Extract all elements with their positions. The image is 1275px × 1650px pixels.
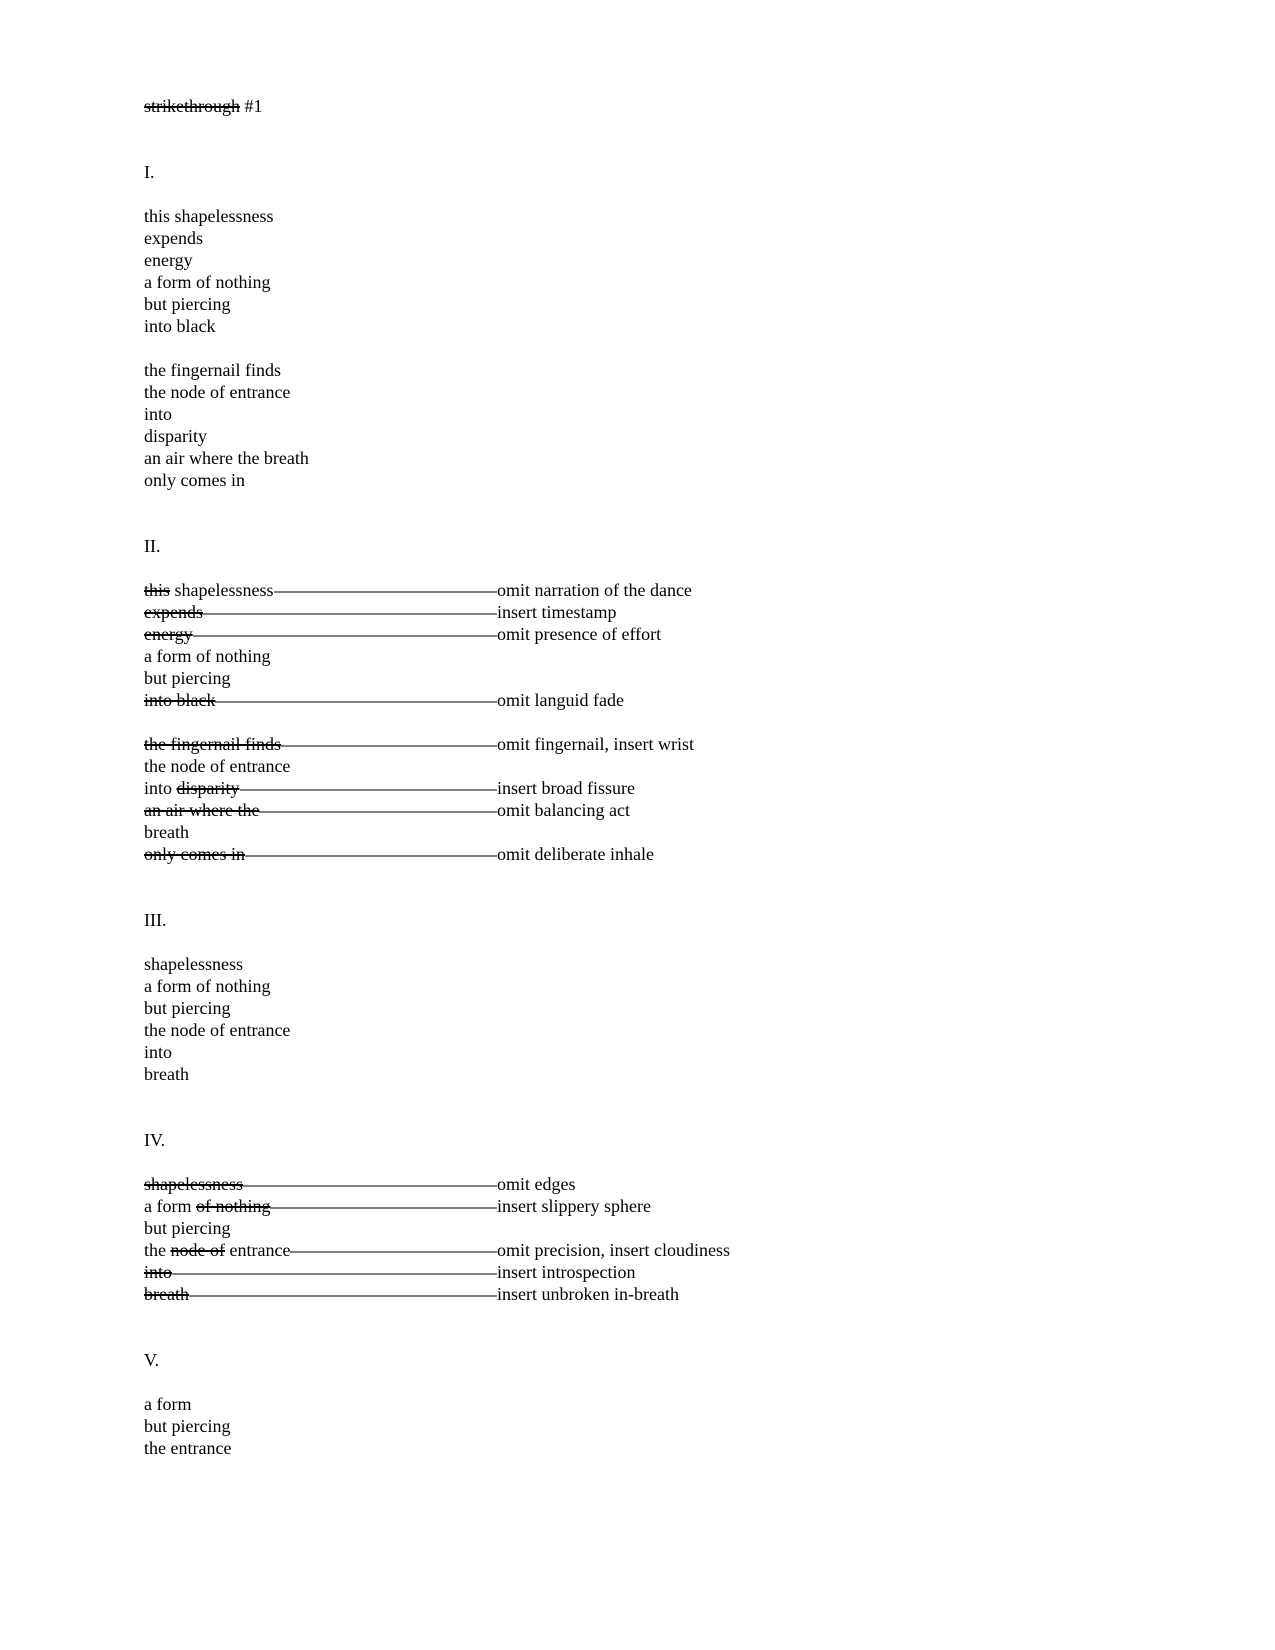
poem-line-text — [144, 403, 497, 425]
struck-text: only comes in — [144, 844, 245, 864]
poem-text: but piercing — [144, 1218, 231, 1238]
poem-line — [144, 799, 1195, 821]
poem-line-text — [144, 777, 497, 799]
poem-line-text — [144, 1195, 497, 1217]
poem-text: shapelessness — [170, 580, 274, 600]
poem-text: a form — [144, 1196, 196, 1216]
poem-text: the entrance — [144, 1438, 232, 1458]
poem-line-text — [144, 755, 497, 777]
section-numeral: I. — [144, 162, 155, 182]
edit-note: omit edges — [497, 1174, 576, 1194]
stanza — [144, 1393, 1195, 1459]
poem-text: shapelessness — [144, 954, 243, 974]
poem-line — [144, 1283, 1195, 1305]
poem-line-text — [144, 799, 497, 821]
poem-line-text — [144, 623, 497, 645]
stanza — [144, 359, 1195, 491]
poem-line — [144, 1415, 1195, 1437]
poem-text: into black — [144, 316, 216, 336]
poem-line-text — [144, 271, 497, 293]
poem-line-text — [144, 1041, 497, 1063]
poem-line — [144, 843, 1195, 865]
poem-text: breath — [144, 1064, 189, 1084]
poem-line — [144, 975, 1195, 997]
stanza — [144, 579, 1195, 711]
section-numeral: V. — [144, 1350, 160, 1370]
poem-line — [144, 953, 1195, 975]
struck-text: energy — [144, 624, 193, 644]
edit-note: omit languid fade — [497, 690, 624, 710]
poem-text: the node of entrance — [144, 756, 291, 776]
strike-leader-line — [281, 745, 497, 746]
poem-line-text — [144, 953, 497, 975]
poem-line-text — [144, 293, 497, 315]
poem-section — [144, 1129, 1195, 1305]
poem-sections — [144, 161, 1195, 1459]
strike-leader-line — [274, 591, 498, 592]
edit-note: insert broad fissure — [497, 778, 635, 798]
poem-line-text — [144, 821, 497, 843]
poem-line — [144, 1393, 1195, 1415]
poem-line-text — [144, 205, 497, 227]
struck-text: into — [144, 1262, 173, 1282]
poem-text: this shapelessness — [144, 206, 274, 226]
poem-line-text — [144, 1261, 497, 1283]
poem-line-text — [144, 1217, 497, 1239]
poem-text: the — [144, 1240, 171, 1260]
poem-text: a form — [144, 1394, 192, 1414]
stanza — [144, 953, 1195, 1085]
poem-text: into — [144, 1042, 173, 1062]
poem-line — [144, 645, 1195, 667]
strike-leader-line — [203, 613, 497, 614]
strike-leader-line — [215, 701, 497, 702]
poem-line — [144, 623, 1195, 645]
poem-text: expends — [144, 228, 203, 248]
poem-line — [144, 755, 1195, 777]
poem-line-text — [144, 667, 497, 689]
poem-line — [144, 997, 1195, 1019]
struck-text: expends — [144, 602, 203, 622]
poem-line-text — [144, 425, 497, 447]
poem-line-text — [144, 689, 497, 711]
poem-section — [144, 161, 1195, 491]
poem-line — [144, 403, 1195, 425]
struck-text: of nothing — [195, 1196, 271, 1216]
section-numeral: II. — [144, 536, 161, 556]
poem-text: into — [144, 778, 177, 798]
poem-line — [144, 249, 1195, 271]
edit-note: insert introspection — [497, 1262, 636, 1282]
struck-text: breath — [144, 1284, 189, 1304]
poem-line — [144, 1173, 1195, 1195]
poem-text: into — [144, 404, 173, 424]
struck-text: into black — [144, 690, 216, 710]
poem-line — [144, 315, 1195, 337]
poem-text: but piercing — [144, 998, 231, 1018]
poem-line-text — [144, 1283, 497, 1305]
poem-line-text — [144, 315, 497, 337]
poem-title — [144, 95, 1195, 117]
poem-line — [144, 1239, 1195, 1261]
edit-note: omit deliberate inhale — [497, 844, 654, 864]
poem-line-text — [144, 601, 497, 623]
poem-text: the node of entrance — [144, 1020, 291, 1040]
edit-note: omit fingernail, insert wrist — [497, 734, 694, 754]
poem-line — [144, 1437, 1195, 1459]
poem-section — [144, 1349, 1195, 1459]
poem-line — [144, 1019, 1195, 1041]
poem-line — [144, 205, 1195, 227]
poem-line-text — [144, 579, 497, 601]
poem-line-text — [144, 997, 497, 1019]
strike-leader-line — [193, 635, 497, 636]
strike-leader-line — [259, 811, 497, 812]
poem-text: a form of nothing — [144, 976, 271, 996]
struck-text: this — [144, 580, 171, 600]
poem-line-text — [144, 1063, 497, 1085]
poem-line — [144, 447, 1195, 469]
poem-line — [144, 293, 1195, 315]
poem-line-text — [144, 227, 497, 249]
poem-line-text — [144, 1415, 497, 1437]
poem-line — [144, 359, 1195, 381]
poem-text: only comes in — [144, 470, 245, 490]
poem-text: the fingernail finds — [144, 360, 281, 380]
poem-line-text — [144, 843, 497, 865]
strike-leader-line — [245, 855, 497, 856]
struck-text: shapelessness — [144, 1174, 243, 1194]
poem-line-text — [144, 447, 497, 469]
section-numeral: III. — [144, 910, 167, 930]
strike-leader-line — [290, 1251, 497, 1252]
poem-text: but piercing — [144, 294, 231, 314]
poem-text: a form of nothing — [144, 272, 271, 292]
poem-line — [144, 1063, 1195, 1085]
poem-section — [144, 535, 1195, 865]
stanza — [144, 1173, 1195, 1305]
poem-line — [144, 1041, 1195, 1063]
poem-line — [144, 777, 1195, 799]
strike-leader-line — [270, 1207, 497, 1208]
struck-text: an air where the — [144, 800, 260, 820]
poem-section — [144, 909, 1195, 1085]
poem-line — [144, 601, 1195, 623]
poem-line — [144, 579, 1195, 601]
poem-line-text — [144, 1019, 497, 1041]
strike-leader-line — [172, 1273, 497, 1274]
struck-text: node of — [170, 1240, 225, 1260]
stanza — [144, 733, 1195, 865]
poem-line-text — [144, 359, 497, 381]
edit-note: omit presence of effort — [497, 624, 662, 644]
poem-line-text — [144, 975, 497, 997]
edit-note: insert unbroken in-breath — [497, 1284, 679, 1304]
poem-line-text — [144, 1239, 497, 1261]
poem-line-text — [144, 1393, 497, 1415]
poem-text: entrance — [224, 1240, 291, 1260]
poem-line-text — [144, 469, 497, 491]
poem-line-text — [144, 381, 497, 403]
strike-leader-line — [240, 789, 497, 790]
poem-line — [144, 381, 1195, 403]
edit-note: omit narration of the dance — [497, 580, 692, 600]
poem-line — [144, 733, 1195, 755]
edit-note: omit precision, insert cloudiness — [497, 1240, 730, 1260]
poem-text: but piercing — [144, 668, 231, 688]
poem-line — [144, 821, 1195, 843]
poem-line — [144, 1261, 1195, 1283]
poem-text: a form of nothing — [144, 646, 271, 666]
poem-line — [144, 271, 1195, 293]
edit-note: insert slippery sphere — [497, 1196, 651, 1216]
poem-line — [144, 1195, 1195, 1217]
poem-text: energy — [144, 250, 193, 270]
section-numeral: IV. — [144, 1130, 166, 1150]
poem-line-text — [144, 1173, 497, 1195]
poem-text: an air where the breath — [144, 448, 309, 468]
struck-text: disparity — [176, 778, 240, 798]
poem-line-text — [144, 249, 497, 271]
poem-line — [144, 227, 1195, 249]
poem-text: breath — [144, 822, 189, 842]
poem-line — [144, 689, 1195, 711]
stanza — [144, 205, 1195, 337]
poem-line — [144, 425, 1195, 447]
poem-title-struck-word: strikethrough — [144, 96, 240, 116]
poem-line-text — [144, 645, 497, 667]
struck-text: the fingernail finds — [144, 734, 281, 754]
poem-line-text — [144, 733, 497, 755]
edit-note: omit balancing act — [497, 800, 630, 820]
poem-line — [144, 667, 1195, 689]
poem-line — [144, 469, 1195, 491]
poem-text: disparity — [144, 426, 207, 446]
poem-title-suffix: #1 — [240, 96, 263, 116]
poem-text: but piercing — [144, 1416, 231, 1436]
strike-leader-line — [243, 1185, 497, 1186]
poem-text: the node of entrance — [144, 382, 291, 402]
edit-note: insert timestamp — [497, 602, 617, 622]
strike-leader-line — [189, 1295, 497, 1296]
poem-line — [144, 1217, 1195, 1239]
poem-line-text — [144, 1437, 497, 1459]
